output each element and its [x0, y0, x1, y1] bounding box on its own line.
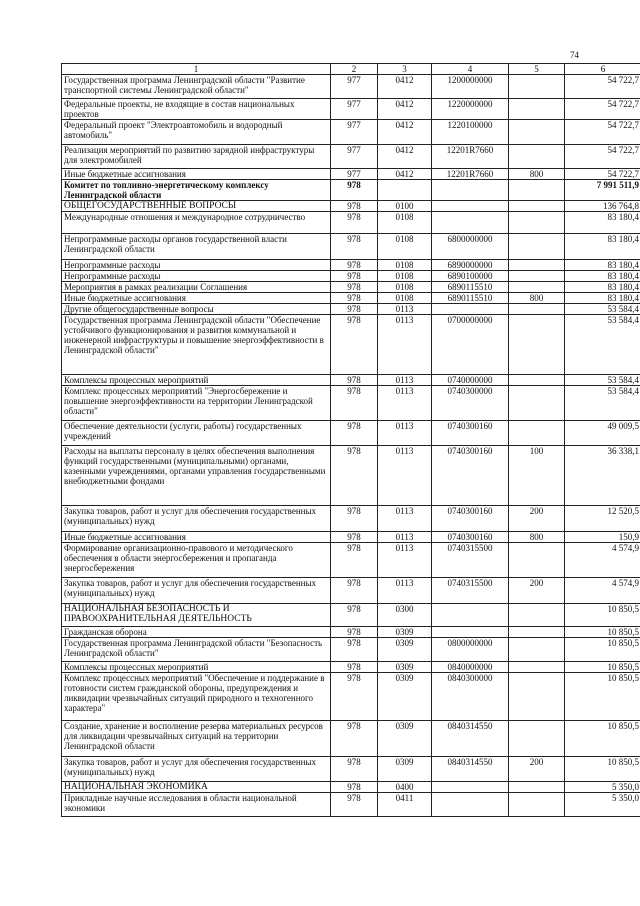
row-name: Прикладные научные исследования в области национальной экономики	[62, 793, 331, 817]
row-section: 0108	[378, 260, 432, 271]
row-name: Комплекс процессных мероприятий "Обеспечение и поддержание в готовности систем гражданской обороны, предупреждения и ликвидации чрезвычайных ситуаций природного и техногенного характера"	[62, 673, 331, 721]
table-row	[62, 271, 640, 282]
table-row	[62, 543, 640, 578]
row-name: Непрограммные расходы	[62, 260, 331, 271]
row-name: Создание, хранение и восполнение резерва материальных ресурсов для ликвидации чрезвычайных ситуаций на территории Ленинградской области	[62, 721, 331, 757]
row-section: 0113	[378, 446, 432, 506]
table-row	[62, 201, 640, 212]
row-amount: 10 850,5	[565, 721, 640, 757]
row-amount: 54 722,7	[565, 75, 640, 99]
row-name: Расходы на выплаты персоналу в целях обеспечения выполнения функций государственными (муниципальными) органами, казенными учреждениями, органами управления государственными внебюджетными фондами	[62, 446, 331, 506]
table-row	[62, 180, 640, 201]
column-header: 5	[509, 64, 565, 75]
row-amount: 10 850,5	[565, 662, 640, 673]
row-expense-type	[509, 282, 565, 293]
row-name: Федеральные проекты, не входящие в состав национальных проектов	[62, 99, 331, 120]
row-section: 0108	[378, 234, 432, 260]
row-target-article: 0840314550	[432, 721, 509, 757]
row-grbs: 977	[331, 145, 378, 169]
table-body	[62, 75, 640, 817]
table-row	[62, 757, 640, 782]
row-amount: 54 722,7	[565, 169, 640, 180]
row-amount: 5 350,0	[565, 793, 640, 817]
row-grbs: 978	[331, 375, 378, 386]
row-target-article	[432, 201, 509, 212]
row-name: Международные отношения и международное сотрудничество	[62, 212, 331, 234]
row-target-article: 0740300160	[432, 506, 509, 532]
table-row	[62, 169, 640, 180]
row-amount: 10 850,5	[565, 627, 640, 638]
row-expense-type	[509, 793, 565, 817]
row-target-article: 1220000000	[432, 99, 509, 120]
row-expense-type	[509, 386, 565, 421]
row-section: 0113	[378, 506, 432, 532]
table-row	[62, 260, 640, 271]
row-target-article	[432, 627, 509, 638]
row-amount: 12 520,5	[565, 506, 640, 532]
row-amount: 10 850,5	[565, 673, 640, 721]
row-grbs: 978	[331, 234, 378, 260]
row-target-article: 0740315500	[432, 543, 509, 578]
row-grbs: 978	[331, 386, 378, 421]
row-target-article	[432, 304, 509, 315]
row-target-article: 6890100000	[432, 271, 509, 282]
table-row	[62, 375, 640, 386]
row-name: Государственная программа Ленинградской области "Развитие транспортной системы Ленинградской области"	[62, 75, 331, 99]
row-section: 0412	[378, 145, 432, 169]
row-grbs: 978	[331, 532, 378, 543]
row-amount: 83 180,4	[565, 234, 640, 260]
row-name: Федеральный проект "Электроавтомобиль и водородный автомобиль"	[62, 120, 331, 145]
column-header: 4	[432, 64, 509, 75]
row-target-article: 0740300160	[432, 446, 509, 506]
row-section: 0108	[378, 271, 432, 282]
row-section: 0108	[378, 282, 432, 293]
page-number: 74	[570, 50, 579, 60]
row-expense-type	[509, 604, 565, 627]
row-expense-type: 100	[509, 446, 565, 506]
table-row	[62, 304, 640, 315]
row-section: 0412	[378, 75, 432, 99]
table-row	[62, 145, 640, 169]
row-expense-type	[509, 375, 565, 386]
row-grbs: 978	[331, 315, 378, 375]
row-name: НАЦИОНАЛЬНАЯ ЭКОНОМИКА	[62, 782, 331, 793]
row-expense-type	[509, 721, 565, 757]
row-section: 0309	[378, 721, 432, 757]
row-name: Другие общегосударственные вопросы	[62, 304, 331, 315]
column-header: 3	[378, 64, 432, 75]
table-row	[62, 782, 640, 793]
row-expense-type	[509, 662, 565, 673]
row-expense-type	[509, 201, 565, 212]
row-target-article: 0740300160	[432, 532, 509, 543]
row-name: Комплекс процессных мероприятий "Энергосбережение и повышение энергоэффективности на территории Ленинградской области"	[62, 386, 331, 421]
row-target-article: 0740000000	[432, 375, 509, 386]
row-section: 0108	[378, 293, 432, 304]
row-target-article	[432, 212, 509, 234]
row-amount: 7 991 511,9	[565, 180, 640, 201]
row-name: Закупка товаров, работ и услуг для обеспечения государственных (муниципальных) нужд	[62, 578, 331, 604]
row-target-article: 1200000000	[432, 75, 509, 99]
table-row	[62, 506, 640, 532]
row-amount: 53 584,4	[565, 375, 640, 386]
row-grbs: 978	[331, 212, 378, 234]
row-name: Государственная программа Ленинградской области "Обеспечение устойчивого функционирования и развития коммунальной и инженерной инфраструктуры и повышение энергоэффективности в Ленинградской области"	[62, 315, 331, 375]
row-grbs: 977	[331, 99, 378, 120]
row-target-article: 6890115510	[432, 293, 509, 304]
column-header: 2	[331, 64, 378, 75]
row-target-article: 0740315500	[432, 578, 509, 604]
row-grbs: 978	[331, 627, 378, 638]
row-expense-type	[509, 638, 565, 662]
row-section: 0113	[378, 315, 432, 375]
row-section: 0113	[378, 543, 432, 578]
row-amount: 150,9	[565, 532, 640, 543]
table-row	[62, 234, 640, 260]
row-section: 0108	[378, 212, 432, 234]
row-name: Гражданская оборона	[62, 627, 331, 638]
row-expense-type: 200	[509, 578, 565, 604]
table-row	[62, 627, 640, 638]
row-section	[378, 180, 432, 201]
row-name: Иные бюджетные ассигнования	[62, 532, 331, 543]
row-amount: 4 574,9	[565, 543, 640, 578]
row-target-article	[432, 604, 509, 627]
row-section: 0113	[378, 578, 432, 604]
row-expense-type	[509, 99, 565, 120]
row-amount: 5 350,0	[565, 782, 640, 793]
row-amount: 136 764,8	[565, 201, 640, 212]
row-name: Обеспечение деятельности (услуги, работы) государственных учреждений	[62, 421, 331, 446]
row-name: Комитет по топливно-энергетическому комплексу Ленинградской области	[62, 180, 331, 201]
table-row	[62, 75, 640, 99]
row-name: Непрограммные расходы органов государственной власти Ленинградской области	[62, 234, 331, 260]
table-row	[62, 662, 640, 673]
row-expense-type	[509, 75, 565, 99]
row-target-article: 6890115510	[432, 282, 509, 293]
table-row	[62, 532, 640, 543]
row-grbs: 978	[331, 638, 378, 662]
row-amount: 4 574,9	[565, 578, 640, 604]
row-name: Закупка товаров, работ и услуг для обеспечения государственных (муниципальных) нужд	[62, 757, 331, 782]
row-section: 0113	[378, 375, 432, 386]
row-name: Комплексы процессных мероприятий	[62, 662, 331, 673]
row-expense-type	[509, 543, 565, 578]
row-target-article: 0840314550	[432, 757, 509, 782]
row-section: 0412	[378, 99, 432, 120]
row-amount: 10 850,5	[565, 604, 640, 627]
row-grbs: 978	[331, 293, 378, 304]
row-name: Иные бюджетные ассигнования	[62, 293, 331, 304]
row-section: 0309	[378, 673, 432, 721]
row-expense-type: 800	[509, 532, 565, 543]
row-expense-type: 200	[509, 757, 565, 782]
table-row	[62, 212, 640, 234]
row-expense-type: 800	[509, 169, 565, 180]
row-expense-type	[509, 271, 565, 282]
row-section: 0309	[378, 662, 432, 673]
row-grbs: 978	[331, 446, 378, 506]
row-amount: 49 009,5	[565, 421, 640, 446]
table-row	[62, 578, 640, 604]
row-grbs: 978	[331, 662, 378, 673]
row-grbs: 978	[331, 757, 378, 782]
table-row	[62, 721, 640, 757]
row-name: Непрограммные расходы	[62, 271, 331, 282]
row-target-article: 0840000000	[432, 662, 509, 673]
table-row	[62, 604, 640, 627]
table-row	[62, 282, 640, 293]
table-row	[62, 386, 640, 421]
row-expense-type	[509, 180, 565, 201]
row-section: 0113	[378, 386, 432, 421]
row-amount: 83 180,4	[565, 293, 640, 304]
row-grbs: 978	[331, 282, 378, 293]
row-expense-type	[509, 260, 565, 271]
row-expense-type: 800	[509, 293, 565, 304]
row-section: 0309	[378, 638, 432, 662]
row-amount: 54 722,7	[565, 145, 640, 169]
row-target-article: 0800000000	[432, 638, 509, 662]
row-section: 0113	[378, 532, 432, 543]
table-row	[62, 673, 640, 721]
table-row	[62, 446, 640, 506]
row-target-article: 0740300160	[432, 421, 509, 446]
row-name: Мероприятия в рамках реализации Соглашения	[62, 282, 331, 293]
row-grbs: 978	[331, 271, 378, 282]
row-section: 0309	[378, 627, 432, 638]
row-target-article: 6890000000	[432, 260, 509, 271]
row-expense-type	[509, 304, 565, 315]
row-target-article: 0740300000	[432, 386, 509, 421]
row-grbs: 978	[331, 793, 378, 817]
row-expense-type	[509, 212, 565, 234]
row-section: 0113	[378, 304, 432, 315]
row-amount: 83 180,4	[565, 260, 640, 271]
row-name: Формирование организационно-правового и методического обеспечения в области энергосбережения и пропаганда энергосбережения	[62, 543, 331, 578]
row-expense-type: 200	[509, 506, 565, 532]
row-section: 0412	[378, 169, 432, 180]
table-row	[62, 421, 640, 446]
table-row	[62, 638, 640, 662]
row-name: Реализация мероприятий по развитию зарядной инфраструктуры для электромобилей	[62, 145, 331, 169]
table-row	[62, 99, 640, 120]
row-target-article	[432, 180, 509, 201]
row-target-article: 1220100000	[432, 120, 509, 145]
row-amount: 36 338,1	[565, 446, 640, 506]
row-section: 0309	[378, 757, 432, 782]
row-expense-type	[509, 673, 565, 721]
row-amount: 10 850,5	[565, 757, 640, 782]
row-expense-type	[509, 627, 565, 638]
row-target-article: 0840300000	[432, 673, 509, 721]
row-expense-type	[509, 234, 565, 260]
row-name: Комплексы процессных мероприятий	[62, 375, 331, 386]
row-target-article: 6800000000	[432, 234, 509, 260]
row-grbs: 978	[331, 543, 378, 578]
column-header: 6	[565, 64, 640, 75]
row-amount: 53 584,4	[565, 315, 640, 375]
row-grbs: 977	[331, 169, 378, 180]
row-amount: 10 850,5	[565, 638, 640, 662]
row-section: 0300	[378, 604, 432, 627]
row-name: ОБЩЕГОСУДАРСТВЕННЫЕ ВОПРОСЫ	[62, 201, 331, 212]
row-section: 0400	[378, 782, 432, 793]
row-section: 0411	[378, 793, 432, 817]
row-grbs: 978	[331, 421, 378, 446]
table-row	[62, 793, 640, 817]
row-amount: 54 722,7	[565, 99, 640, 120]
row-grbs: 978	[331, 260, 378, 271]
row-expense-type	[509, 421, 565, 446]
row-grbs: 978	[331, 673, 378, 721]
row-grbs: 978	[331, 782, 378, 793]
row-name: Иные бюджетные ассигнования	[62, 169, 331, 180]
budget-table	[61, 63, 640, 817]
table-header-row	[62, 64, 640, 75]
row-grbs: 978	[331, 721, 378, 757]
row-grbs: 978	[331, 604, 378, 627]
row-expense-type	[509, 120, 565, 145]
row-target-article	[432, 793, 509, 817]
row-target-article: 12201R7660	[432, 169, 509, 180]
row-amount: 83 180,4	[565, 282, 640, 293]
table-row	[62, 120, 640, 145]
row-grbs: 977	[331, 75, 378, 99]
row-target-article	[432, 782, 509, 793]
row-expense-type	[509, 315, 565, 375]
row-amount: 83 180,4	[565, 271, 640, 282]
row-target-article: 0700000000	[432, 315, 509, 375]
row-amount: 53 584,4	[565, 386, 640, 421]
row-name: Закупка товаров, работ и услуг для обеспечения государственных (муниципальных) нужд	[62, 506, 331, 532]
row-grbs: 978	[331, 304, 378, 315]
row-grbs: 978	[331, 578, 378, 604]
row-target-article: 12201R7660	[432, 145, 509, 169]
table-row	[62, 293, 640, 304]
row-grbs: 977	[331, 120, 378, 145]
row-amount: 54 722,7	[565, 120, 640, 145]
row-expense-type	[509, 145, 565, 169]
row-name: Государственная программа Ленинградской области "Безопасность Ленинградской области"	[62, 638, 331, 662]
row-expense-type	[509, 782, 565, 793]
row-grbs: 978	[331, 201, 378, 212]
row-amount: 83 180,4	[565, 212, 640, 234]
row-amount: 53 584,4	[565, 304, 640, 315]
row-grbs: 978	[331, 180, 378, 201]
column-header: 1	[62, 64, 331, 75]
row-section: 0113	[378, 421, 432, 446]
table-row	[62, 315, 640, 375]
row-name: НАЦИОНАЛЬНАЯ БЕЗОПАСНОСТЬ И ПРАВООХРАНИТЕЛЬНАЯ ДЕЯТЕЛЬНОСТЬ	[62, 604, 331, 627]
row-section: 0100	[378, 201, 432, 212]
row-grbs: 978	[331, 506, 378, 532]
row-section: 0412	[378, 120, 432, 145]
